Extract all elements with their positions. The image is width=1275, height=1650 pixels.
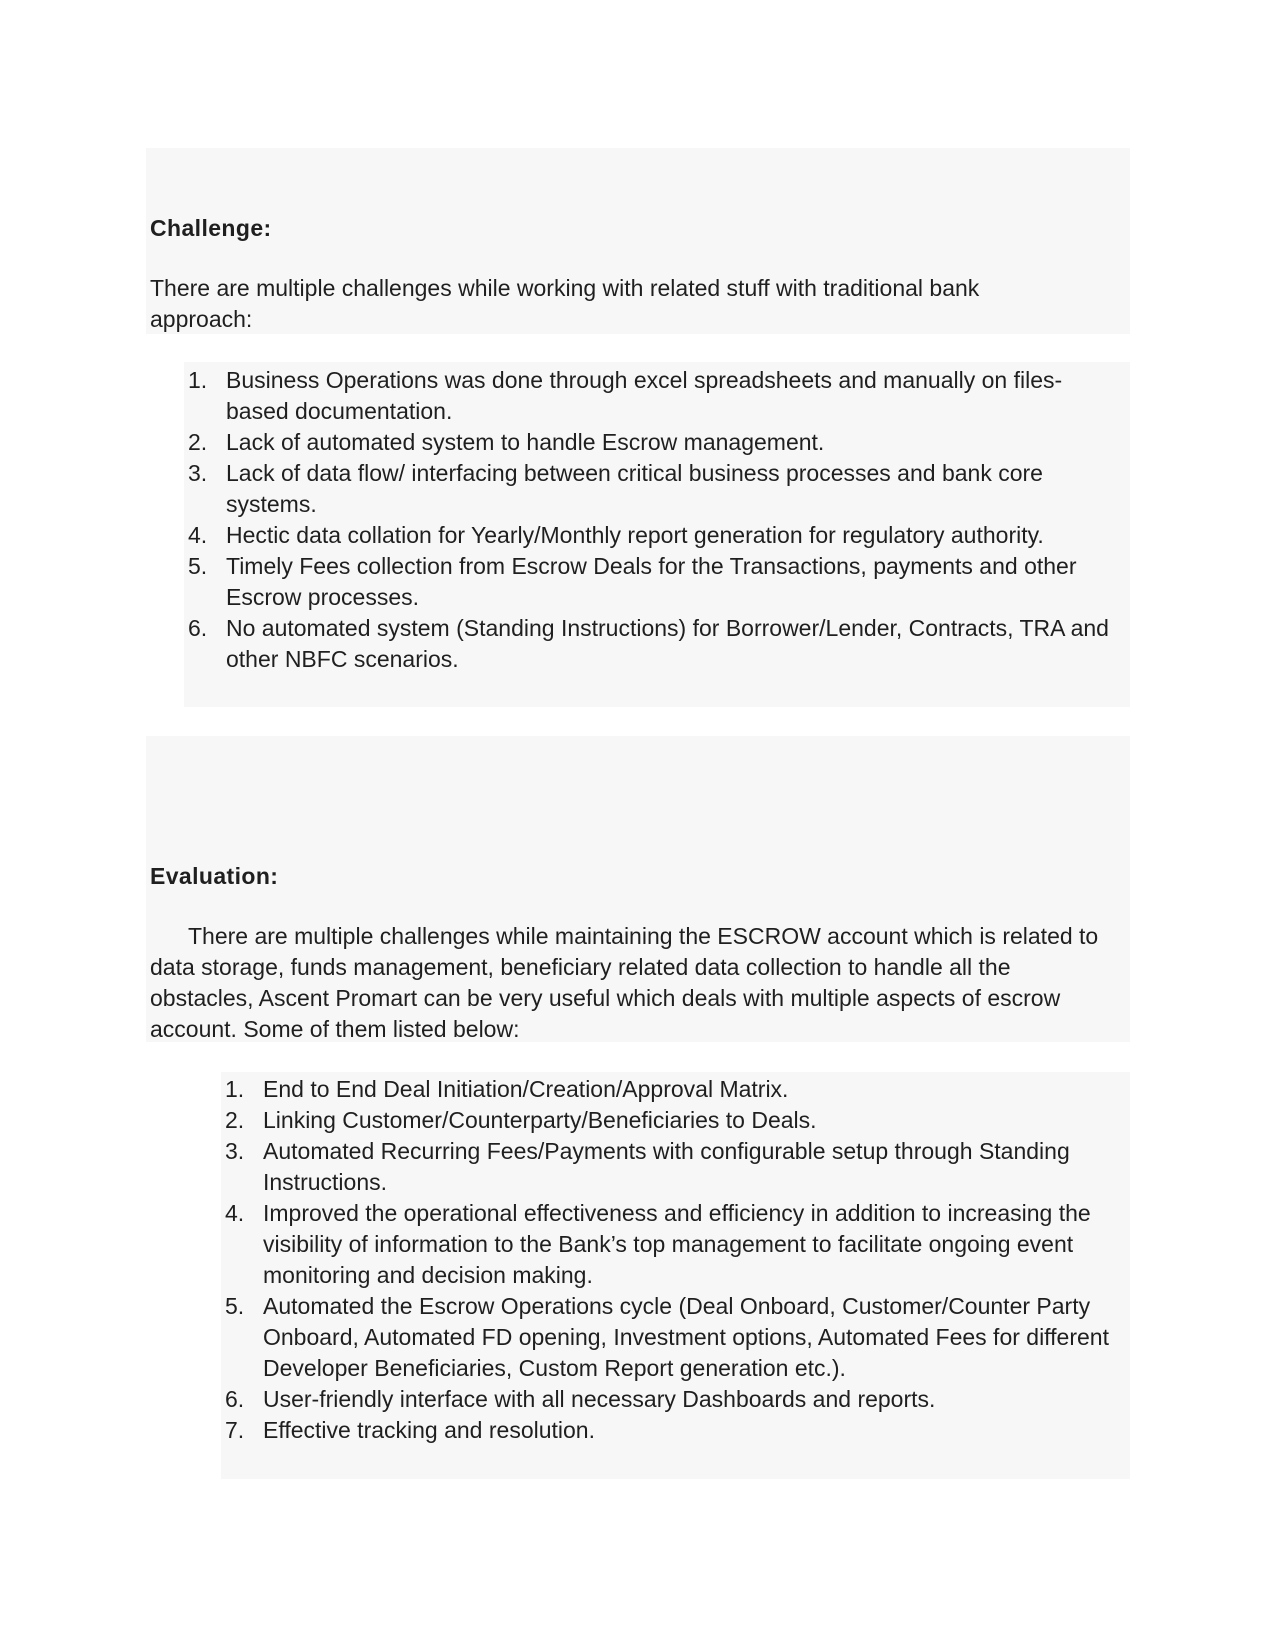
list-item	[225, 1415, 1123, 1446]
list-item	[225, 1136, 1123, 1198]
list-item-text: Business Operations was done through excel spreadsheets and manually on files-based documentation.	[226, 367, 1063, 424]
list-item-text: Lack of automated system to handle Escrow management.	[226, 429, 825, 455]
list-item	[225, 1198, 1123, 1291]
list-item	[188, 365, 1118, 427]
list-item-text: Effective tracking and resolution.	[263, 1417, 595, 1443]
list-item	[188, 458, 1118, 520]
list-item-number: 4.	[188, 522, 208, 548]
list-item-number: 3.	[225, 1138, 245, 1164]
list-item-text: Lack of data flow/ interfacing between critical business processes and bank core systems.	[226, 460, 1043, 517]
list-item	[188, 551, 1118, 613]
list-item-number: 1.	[225, 1076, 245, 1102]
list-item	[225, 1074, 1123, 1105]
list-item-number: 1.	[188, 367, 208, 393]
list-item-text: User-friendly interface with all necessary Dashboards and reports.	[263, 1386, 936, 1412]
list-item-number: 2.	[225, 1107, 245, 1133]
list-item	[188, 427, 1118, 458]
list-item-text: End to End Deal Initiation/Creation/Approval Matrix.	[263, 1076, 789, 1102]
list-item	[225, 1384, 1123, 1415]
list-item-text: Automated the Escrow Operations cycle (Deal Onboard, Customer/Counter Party Onboard, Automated FD opening, Investment options, Automated Fees for different Developer Beneficiaries, Custom Report generation etc.).	[263, 1293, 1109, 1381]
list-item-text: No automated system (Standing Instructions) for Borrower/Lender, Contracts, TRA and other NBFC scenarios.	[226, 615, 1109, 672]
list-item-number: 2.	[188, 429, 208, 455]
list-item-text: Automated Recurring Fees/Payments with configurable setup through Standing Instructions.	[263, 1138, 1070, 1195]
list-item	[225, 1105, 1123, 1136]
list-item	[188, 520, 1118, 551]
list-item-number: 6.	[188, 615, 208, 641]
evaluation-heading: Evaluation:	[150, 863, 279, 889]
list-item-number: 5.	[225, 1293, 245, 1319]
list-item-number: 7.	[225, 1417, 245, 1443]
list-item-text: Hectic data collation for Yearly/Monthly report generation for regulatory authority.	[226, 522, 1044, 548]
list-item-number: 5.	[188, 553, 208, 579]
list-item	[188, 613, 1118, 675]
list-item-number: 3.	[188, 460, 208, 486]
list-item-text: Linking Customer/Counterparty/Beneficiaries to Deals.	[263, 1107, 817, 1133]
list-item-text: Improved the operational effectiveness and efficiency in addition to increasing the visibility of information to the Bank’s top management to facilitate ongoing event monitoring and decision making.	[263, 1200, 1091, 1288]
challenge-intro: There are multiple challenges while working with related stuff with traditional bank approach:	[150, 275, 980, 332]
list-item-number: 4.	[225, 1200, 245, 1226]
list-item	[225, 1291, 1123, 1384]
challenge-heading: Challenge:	[150, 215, 272, 241]
challenge-list	[188, 365, 1118, 675]
list-item-number: 6.	[225, 1386, 245, 1412]
list-item-text: Timely Fees collection from Escrow Deals for the Transactions, payments and other Escrow processes.	[226, 553, 1077, 610]
evaluation-intro: There are multiple challenges while maintaining the ESCROW account which is related to data storage, funds management, beneficiary related data collection to handle all the obstacles, Ascent Promart can be very useful which deals with multiple aspects of escrow account. Some of them listed below:	[150, 923, 1099, 1042]
evaluation-list	[225, 1074, 1123, 1446]
